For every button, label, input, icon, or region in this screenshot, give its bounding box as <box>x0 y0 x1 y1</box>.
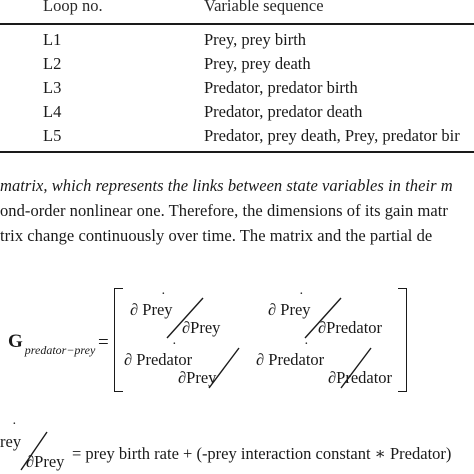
fraction-denominator: ∂Predator <box>328 368 393 387</box>
loop-number: L1 <box>43 30 62 49</box>
loop-number: L4 <box>43 102 62 121</box>
time-derivative-dot: · <box>12 417 17 432</box>
gain-symbol: G <box>8 331 23 352</box>
loop-number: L2 <box>43 54 62 73</box>
paragraph-line: matrix, which represents the links between state variables in their m <box>0 176 453 195</box>
fraction-numerator: ∂ Prey <box>130 300 173 319</box>
variable-sequence: Prey, prey birth <box>204 30 307 49</box>
fraction-numerator: ∂ Prey <box>268 300 311 319</box>
fraction-denominator: ∂Prey <box>26 452 65 471</box>
variable-sequence: Prey, prey death <box>204 54 311 73</box>
matrix-right-bracket <box>398 288 407 392</box>
variable-sequence: Predator, predator death <box>204 102 363 121</box>
table-header-sequence: Variable sequence <box>204 0 324 15</box>
bottom-equation-rhs: = prey birth rate + (-prey interaction constant ∗ Predator) <box>72 444 452 463</box>
table-bottom-rule <box>0 151 474 153</box>
table-header-loop: Loop no. <box>43 0 103 15</box>
matrix-left-bracket <box>114 288 123 392</box>
loop-number: L3 <box>43 78 62 97</box>
variable-sequence: Predator, predator birth <box>204 78 358 97</box>
time-derivative-dot: · <box>304 337 309 352</box>
time-derivative-dot: · <box>172 337 177 352</box>
time-derivative-dot: · <box>299 287 304 302</box>
paragraph-line: ond-order nonlinear one. Therefore, the dimensions of its gain matr <box>0 201 448 220</box>
fraction-denominator: ∂Prey <box>178 368 217 387</box>
gain-subscript: predator−prey <box>24 343 96 357</box>
fraction-numerator: ∂ Predator <box>124 350 193 369</box>
fraction-numerator: ∂ Predator <box>256 350 325 369</box>
matrix-lhs <box>8 331 96 357</box>
fraction-denominator: ∂Prey <box>182 318 221 337</box>
fraction-numerator: rey <box>0 432 22 451</box>
fraction-denominator: ∂Predator <box>318 318 383 337</box>
time-derivative-dot: · <box>161 287 166 302</box>
loop-number: L5 <box>43 126 62 145</box>
table-header-rule <box>0 23 474 25</box>
paragraph-line: trix change continuously over time. The matrix and the partial de <box>0 226 433 245</box>
equals-sign: = <box>98 332 109 353</box>
variable-sequence: Predator, prey death, Prey, predator bir <box>204 126 460 145</box>
